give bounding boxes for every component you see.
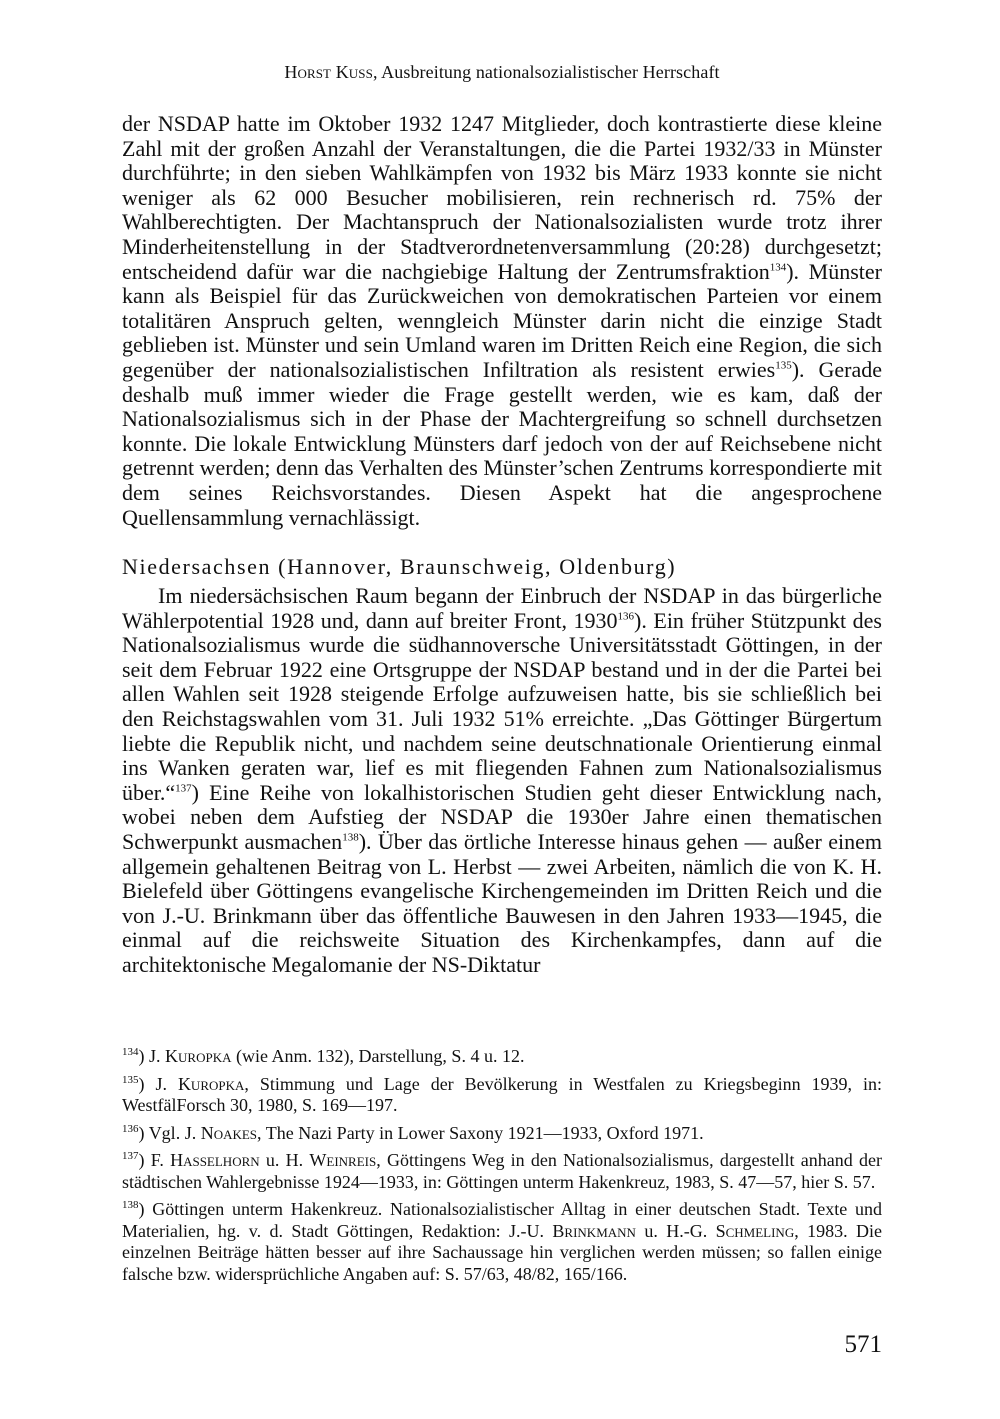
section-heading: Niedersachsen (Hannover, Braunschweig, Oldenburg) <box>122 554 677 580</box>
footnote-text: Vgl. J. <box>148 1122 201 1143</box>
footnote-author: Weinreis <box>309 1150 377 1170</box>
paragraph-1-text-a: der NSDAP hatte im Oktober 1932 1247 Mitglieder, doch kontrastierte diese kleine Zahl mit der großen Anzahl der Veranstaltungen, die die Partei 1932/33 in Münster durchführte; in den sieben Wahlkämpfen von 1932 bis März 1933 konnte sie nicht weniger als 62 000 Besucher mobilisieren, rein rechnerisch rd. 75% der Wahlberechtigten. Der Machtanspruch der Nationalsozialisten wurde trotz ihrer Minderheitenstellung in der Stadtverordnetenversammlung (20:28) durchgesetzt; entscheidend dafür war die nachgiebige Haltung der Zentrumsfraktion <box>122 111 882 284</box>
footnote-number: 138 <box>122 1199 139 1211</box>
footnote-ref-136: 136 <box>617 610 634 623</box>
footnote-137 <box>122 1150 882 1193</box>
footnote-bracket: ) <box>138 1199 145 1219</box>
footnote-text: u. H.-G. <box>635 1220 716 1241</box>
footnote-author: Kuropka <box>177 1073 245 1094</box>
footnote-text: , The Nazi Party in Lower Saxony 1921—1933, Oxford 1971. <box>257 1122 704 1143</box>
footnote-134 <box>122 1046 882 1068</box>
footnote-author: Noakes <box>200 1122 258 1143</box>
footnote-text: , Göttingens Weg in den Nationalsozialismus, dargestellt anhand der städtischen Wahlergebnisse 1924—1933, in: Göttingen unterm Hakenkreuz, 1983, S. 47—57, hier S. 57. <box>122 1150 882 1192</box>
footnote-text: F. <box>150 1150 171 1170</box>
footnote-ref-137: 137 <box>175 782 192 795</box>
footnote-136 <box>122 1123 882 1145</box>
footnote-bracket: ) <box>138 1122 145 1143</box>
footnotes <box>122 1046 882 1291</box>
footnote-text: , 1983. Die einzelnen Beiträge hätten besser auf ihre Sachaussage hin verglichen werden müssen; so fallen einige falsche bzw. widersprüchliche Angaben auf: S. 57/63, 48/82, 165/166. <box>122 1220 882 1284</box>
footnote-number: 137 <box>122 1150 139 1162</box>
footnote-text: J. <box>155 1073 178 1094</box>
running-head-author: Horst Kuss <box>284 62 373 82</box>
footnote-135 <box>122 1074 882 1117</box>
footnote-author: Hasselhorn <box>170 1150 260 1170</box>
footnote-ref-134: 134 <box>769 261 787 274</box>
paragraph-1-text-c: ). Gerade deshalb muß immer wieder die Frage gestellt werden, wie es kam, daß der Nationalsozialismus sich in der Phase der Machtergreifung so schnell durchsetzen konnte. Die lokale Entwicklung Münsters darf jedoch von der auf Reichsebene nicht getrennt werden; denn das Verhalten des Münster’schen Zentrums korrespondierte mit dem seines Reichsvorstandes. Diesen Aspekt hat die angesprochene Quellensammlung vernachlässigt. <box>122 356 882 530</box>
paragraph-1-text-b: ). Münster kann als Beispiel für das Zurückweichen von demokratischen Parteien vor einem totalitären Anspruch gelten, wenngleich Münster darin nicht die einzige Stadt geblieben ist. Münster und sein Umland waren im Dritten Reich eine Region, die sich gegenüber der nationalsozialistischen Infiltration als resistent erwies <box>122 258 882 382</box>
footnote-ref-135: 135 <box>775 359 792 372</box>
paragraph-2-text-d: ). Über das örtliche Interesse hinaus gehen — außer einem allgemein gehaltenen Beitrag von L. Herbst — zwei Arbeiten, nämlich die von K. H. Bielefeld über Göttingens evangelische Kirchengemeinden im Dritten Reich und die von J.-U. Brinkmann über das öffentliche Bauwesen in den Jahren 1933—1945, die einmal auf die reichsweite Situation des Kirchenkampfes, dann auf die architektonische Megalomanie der NS-Diktatur <box>122 829 882 977</box>
footnote-text: u. H. <box>259 1150 310 1170</box>
footnote-number: 134 <box>122 1046 139 1058</box>
footnote-bracket: ) <box>138 1046 145 1066</box>
footnote-text: , Stimmung und Lage der Bevölkerung in Westfalen zu Kriegsbeginn 1939, in: WestfälForsch 30, 1980, S. 169—197. <box>122 1073 883 1115</box>
page-number: 571 <box>844 1331 882 1358</box>
footnote-author: Schmeling <box>715 1220 795 1241</box>
running-head <box>122 62 882 83</box>
footnote-number: 135 <box>122 1073 139 1086</box>
footnote-text: J. <box>149 1046 166 1066</box>
paragraph-2-text-b: ). Ein früher Stützpunkt des Nationalsozialismus wurde die südhannoversche Universitätsstadt Göttingen, in der seit dem Februar 1922 eine Ortsgruppe der NSDAP bestand und in der die Partei bei allen Wahlen seit 1928 steigende Erfolge aufzuweisen hatte, bis sie schließlich bei den Reichstagswahlen vom 31. Juli 1932 51% erreichte. „Das Göttinger Bürgertum liebte die Republik nicht, und nachdem seine deutschnationale Orientierung einmal ins Wanken geraten war, lief es mit fliegenden Fahnen zum Nationalsozialismus über.“ <box>122 607 882 805</box>
footnote-bracket: ) <box>138 1150 145 1170</box>
footnote-bracket: ) <box>138 1073 145 1094</box>
running-head-title: , Ausbreitung nationalsozialistischer Herrschaft <box>372 62 720 82</box>
footnote-text: (wie Anm. 132), Darstellung, S. 4 u. 12. <box>231 1046 525 1066</box>
footnote-author: Brinkmann <box>552 1220 636 1241</box>
footnote-ref-138: 138 <box>342 831 359 844</box>
footnote-author: Kuropka <box>165 1046 232 1066</box>
footnote-text: Göttingen unterm Hakenkreuz. Nationalsozialistischer Alltag in einer deutschen Stadt. Texte und Materialien, hg. v. d. Stadt Göttingen, Redaktion: J.-U. <box>122 1199 883 1241</box>
paragraph-1 <box>122 112 882 530</box>
body-text <box>122 112 882 978</box>
footnote-138 <box>122 1199 882 1285</box>
paragraph-2-text-a: Im niedersächsischen Raum begann der Einbruch der NSDAP in das bürgerliche Wählerpotential 1928 und, dann auf breiter Front, 1930 <box>122 583 882 633</box>
paragraph-2 <box>122 584 882 978</box>
paragraph-2-text-c: ) Eine Reihe von lokalhistorischen Studien geht dieser Entwicklung nach, wobei neben dem Aufstieg der NSDAP die 1930er Jahre einen thematischen Schwerpunkt ausmachen <box>122 779 882 855</box>
book-page <box>122 0 882 1419</box>
footnote-number: 136 <box>122 1122 139 1135</box>
